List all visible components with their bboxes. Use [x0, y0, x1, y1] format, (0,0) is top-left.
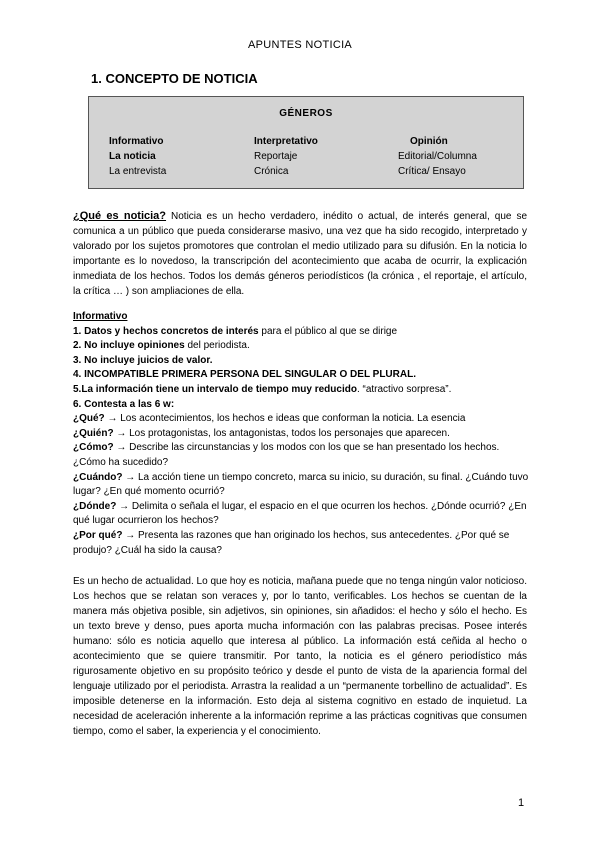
genre-item: Crítica/ Ensayo [398, 166, 466, 177]
genre-item: Editorial/Columna [398, 151, 477, 162]
genre-heading: Informativo [109, 136, 164, 147]
characteristic-item: 6. Contesta a las 6 w: [73, 398, 175, 410]
genre-item: Crónica [254, 166, 289, 177]
genre-column-informativo [109, 134, 166, 179]
section-title: 1. CONCEPTO DE NOTICIA [91, 71, 258, 86]
w-question-item: ¿Quién? → Los protagonistas, los antagonistas, todos los personajes que aparecen. [73, 427, 450, 439]
characteristic-item: 3. No incluye juicios de valor. [73, 354, 213, 366]
genre-item: La noticia [109, 151, 156, 162]
genre-column-interpretativo [254, 134, 318, 179]
characteristic-item: 5.La información tiene un intervalo de tiempo muy reducido. “atractivo sorpresa”. [73, 383, 452, 395]
genre-heading: Interpretativo [254, 136, 318, 147]
w-question-item: ¿Cuándo? → La acción tiene un tiempo concreto, marca su inicio, su duración, su final. ¿Cuándo tuvo lugar? ¿En qué momento ocurrió? [73, 471, 529, 498]
closing-paragraph: Es un hecho de actualidad. Lo que hoy es noticia, mañana puede que no tenga ningún valor noticioso. Los hechos que se relatan son veraces y, por lo tanto, verificables. Los hechos se cuentan de la manera más objetiva posible, sin adjetivos, sin opiniones, sin añadidos: el hecho y sólo el hecho. Es un texto breve y denso, pues aporta mucha información con las palabras precisas. Posee interés humano: sólo es noticia aquello que interesa al público. La información está ceñida al hecho o acontecimiento que se quiere transmitir. Por tanto, la noticia es el género periodístico más rigurosamente objetivo en su propósito teórico y desde el punto de vista de la apariencia formal del lenguaje utilizado por el periodista. Arrastra la realidad a un “permanente torbellino de actualidad”. Es imposible detenerse en la información. Esto deja al sistema cognitivo en estado de inquietud. La necesidad de aceleración inherente a la información reprime a las prácticas cognitivas que consumen tiempo, como el saber, la experiencia y el conocimiento. [73, 576, 527, 737]
page-number: 1 [518, 797, 525, 809]
informativo-section [73, 310, 533, 558]
w-question-item: ¿Dónde? → Delimita o señala el lugar, el espacio en el que ocurren los hechos. ¿Dónde ocurrió? ¿En qué lugar ocurrieron los hechos? [73, 500, 527, 527]
genres-title: GÉNEROS [279, 108, 333, 119]
genres-table [88, 96, 524, 189]
intro-text: Noticia es un hecho verdadero, inédito o actual, de interés general, que se comunica a un público que pueda considerarse masivo, una vez que ha sido recogido, interpretado y valorado por los sujetos promotores que controlan el medio utilizado para su difusión. En la noticia lo importante es lo novedoso, la transcripción del acontecimiento que acaba de ocurrir, la explicación inmediata de los hechos. Todos los demás géneros periodísticos (la crónica , el reportaje, el artículo, la crítica … ) son ampliaciones de ella. [73, 211, 528, 297]
genre-item: Reportaje [254, 151, 298, 162]
page-header: APUNTES NOTICIA [247, 39, 353, 51]
genre-heading: Opinión [410, 136, 448, 147]
characteristic-item: 4. INCOMPATIBLE PRIMERA PERSONA DEL SINGULAR O DEL PLURAL. [73, 369, 416, 381]
genre-item: La entrevista [109, 166, 167, 177]
w-question-item: ¿Por qué? → Presenta las razones que han originado los hechos, sus antecedentes. ¿Por qué se produjo? ¿Cuál ha sido la causa? [73, 529, 510, 556]
informativo-heading: Informativo [73, 311, 128, 322]
w-question-item: ¿Qué? → Los acontecimientos, los hechos e ideas que conforman la noticia. La esencia [73, 413, 466, 425]
genre-column-opinion [398, 134, 477, 179]
intro-question: ¿Qué es noticia? [73, 210, 167, 222]
intro-paragraph [73, 209, 527, 299]
w-question-item: ¿Cómo? → Describe las circunstancias y los modos con los que se han presentado los hechos. ¿Cómo ha sucedido? [73, 442, 500, 468]
characteristic-item: 2. No incluye opiniones del periodista. [73, 340, 250, 352]
characteristic-item: 1. Datos y hechos concretos de interés para el público al que se dirige [73, 325, 398, 337]
